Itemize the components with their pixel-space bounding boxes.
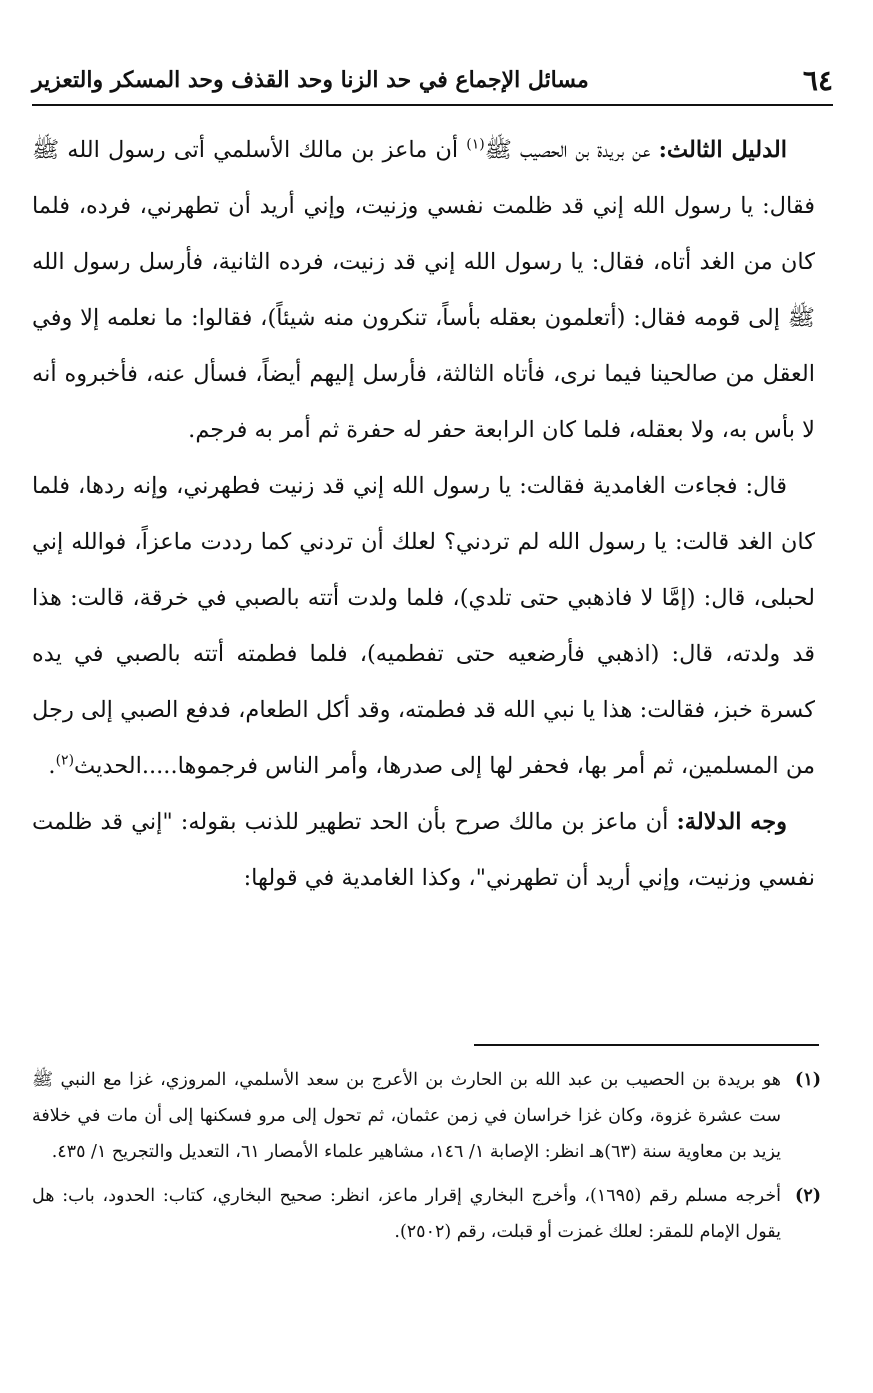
footnote-number: (٢) <box>795 1186 821 1206</box>
footnote-item <box>32 1178 821 1250</box>
paragraph-end: . <box>48 753 56 779</box>
footnote-text: هو بريدة بن الحصيب بن عبد الله بن الحارث بن الأعرج بن سعد الأسلمي، المروزي، غزا مع النبي ﷺ ست عشرة غزوة، وكان غزا خراسان في زمن عثمان، ثم تحول إلى مرو فسكنها إلى أن مات في خلافة يزيد بن معاوية سنة (٦٣)هـ انظر: الإصابة ١/ ١٤٦، مشاهير علماء الأمصار ٦١، التعديل والتجريح ١/ ٤٣٥. <box>32 1070 781 1162</box>
footnote-divider <box>474 1044 819 1046</box>
footnote-ref-1[interactable]: (١) <box>466 136 485 153</box>
footnote-text: أخرجه مسلم رقم (١٦٩٥)، وأخرج البخاري إقرار ماعز، انظر: صحيح البخاري، كتاب: الحدود، باب: هل يقول الإمام للمقر: لعلك غمزت أو قبلت، رقم (٢٥٠٢). <box>32 1186 781 1242</box>
paragraph-text: قال: فجاءت الغامدية فقالت: يا رسول الله إني قد زنيت فطهرني، وإنه ردها، فلما كان الغد قالت: يا رسول الله لم تردني؟ لعلك أن تردني كما رددت ماعزاً، فوالله إني لحبلى، قال: (إمَّا لا فاذهبي حتى تلدي)، فلما ولدت أتته بالصبي في خرقة، قالت: هذا قد ولدته، قال: (اذهبي فأرضعيه حتى تفطميه)، فلما فطمته أتته بالصبي في يده كسرة خبز، فقالت: هذا يا نبي الله قد فطمته، وقد أكل الطعام، فدفع الصبي إلى رجل من المسلمين، ثم أمر بها، فحفر لها إلى صدرها، وأمر الناس فرجموها.....الحديث <box>32 473 815 779</box>
paragraph-text: عن بريدة بن الحصيب ﷺ <box>484 137 651 163</box>
paragraph-lead: الدليل الثالث: <box>658 137 787 163</box>
footnote-item <box>32 1062 821 1170</box>
footnote-ref-2[interactable]: (٢) <box>55 752 75 769</box>
paragraph-third-evidence <box>32 122 815 458</box>
paragraph-ghamidiya <box>32 458 815 794</box>
page-header <box>32 56 833 106</box>
main-text <box>32 122 815 906</box>
paragraph-text: أن ماعز بن مالك صرح بأن الحد تطهير للذنب بقوله: "إني قد ظلمت نفسي وزنيت، وإني أريد أن تطهرني"، وكذا الغامدية في قولها: <box>32 809 815 891</box>
running-title: مسائل الإجماع في حد الزنا وحد القذف وحد المسكر والتعزير <box>32 67 589 93</box>
paragraph-lead: وجه الدلالة: <box>676 809 787 835</box>
paragraph-indication <box>32 794 815 906</box>
page-number: ٦٤ <box>802 63 833 97</box>
footnote-number: (١) <box>795 1070 821 1090</box>
paragraph-text: أن ماعز بن مالك الأسلمي أتى رسول الله ﷺ فقال: يا رسول الله إني قد ظلمت نفسي وزنيت، وإني أريد أن تطهرني، فرده، فلما كان من الغد أتاه، فقال: يا رسول الله إني قد زنيت، فرده الثانية، فأرسل رسول الله ﷺ إلى قومه فقال: (أتعلمون بعقله بأساً، تنكرون منه شيئاً)، فقالوا: ما نعلمه إلا وفي العقل من صالحينا فيما نرى، فأتاه الثالثة، فأرسل إليهم أيضاً، فسأل عنه، فأخبروه أنه لا بأس به، ولا بعقله، فلما كان الرابعة حفر له حفرة ثم أمر به فرجم. <box>32 137 815 443</box>
footnotes <box>32 1062 821 1258</box>
